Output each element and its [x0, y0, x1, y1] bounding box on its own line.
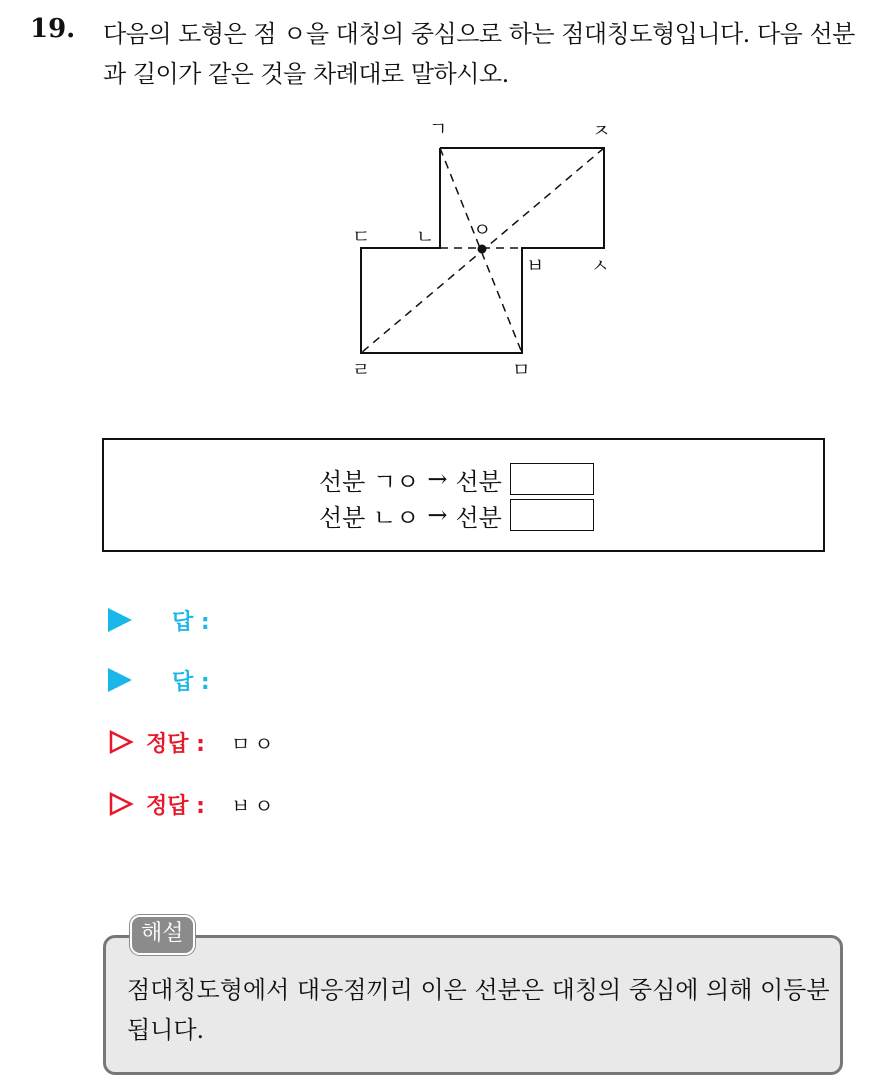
question-text: 다음의 도형은 점 ㅇ을 대칭의 중심으로 하는 점대칭도형입니다. 다음 선분과 길이가 같은 것을 차례대로 말하시오.: [103, 20, 855, 88]
box-line-1-right: 선분: [455, 467, 502, 496]
label-o: ㅇ: [473, 219, 492, 241]
center-point: [478, 245, 487, 254]
outline-triangle-icon: [108, 729, 134, 755]
answer-row-1: [108, 602, 210, 638]
box-line-1-left: 선분 ㄱㅇ: [319, 467, 420, 496]
answer-label-2: 답 :: [172, 669, 210, 695]
point-symmetric-figure: [340, 110, 640, 390]
question-box: [102, 438, 825, 552]
explanation-tag: 해설: [130, 915, 195, 955]
correct-value-2: ㅂㅇ: [230, 793, 278, 818]
label-r: ㄹ: [352, 359, 371, 381]
answer-row-2: [108, 662, 210, 698]
box-line-2: [319, 498, 594, 532]
outline-triangle-icon: [108, 791, 134, 817]
box-line-2-left: 선분 ㄴㅇ: [319, 503, 420, 532]
explanation-text: 점대칭도형에서 대응점끼리 이은 선분은 대칭의 중심에 의해 이등분됩니다.: [127, 976, 830, 1044]
correct-value-1: ㅁㅇ: [230, 731, 278, 756]
label-j: ㅈ: [592, 120, 611, 142]
correct-row-2: [108, 786, 278, 822]
answer-blank-1[interactable]: [510, 463, 594, 495]
play-triangle-icon: [108, 608, 132, 632]
correct-label-2: 정답 :: [146, 793, 205, 819]
label-g: ㄱ: [429, 118, 448, 140]
label-m: ㅁ: [512, 359, 531, 381]
box-line-2-right: 선분: [455, 503, 502, 532]
box-line-1-arrow: →: [427, 465, 448, 493]
label-s: ㅅ: [591, 255, 610, 277]
correct-row-1: [108, 724, 278, 760]
correct-label-1: 정답 :: [146, 731, 205, 757]
label-b: ㅂ: [526, 255, 545, 277]
question-number: 19.: [30, 14, 76, 44]
answer-label-1: 답 :: [172, 609, 210, 635]
box-line-1: [319, 462, 594, 496]
figure-svg: [340, 110, 640, 390]
box-line-2-arrow: →: [427, 501, 448, 529]
label-n: ㄴ: [416, 226, 435, 248]
label-d: ㄷ: [352, 226, 371, 248]
answer-blank-2[interactable]: [510, 499, 594, 531]
play-triangle-icon: [108, 668, 132, 692]
